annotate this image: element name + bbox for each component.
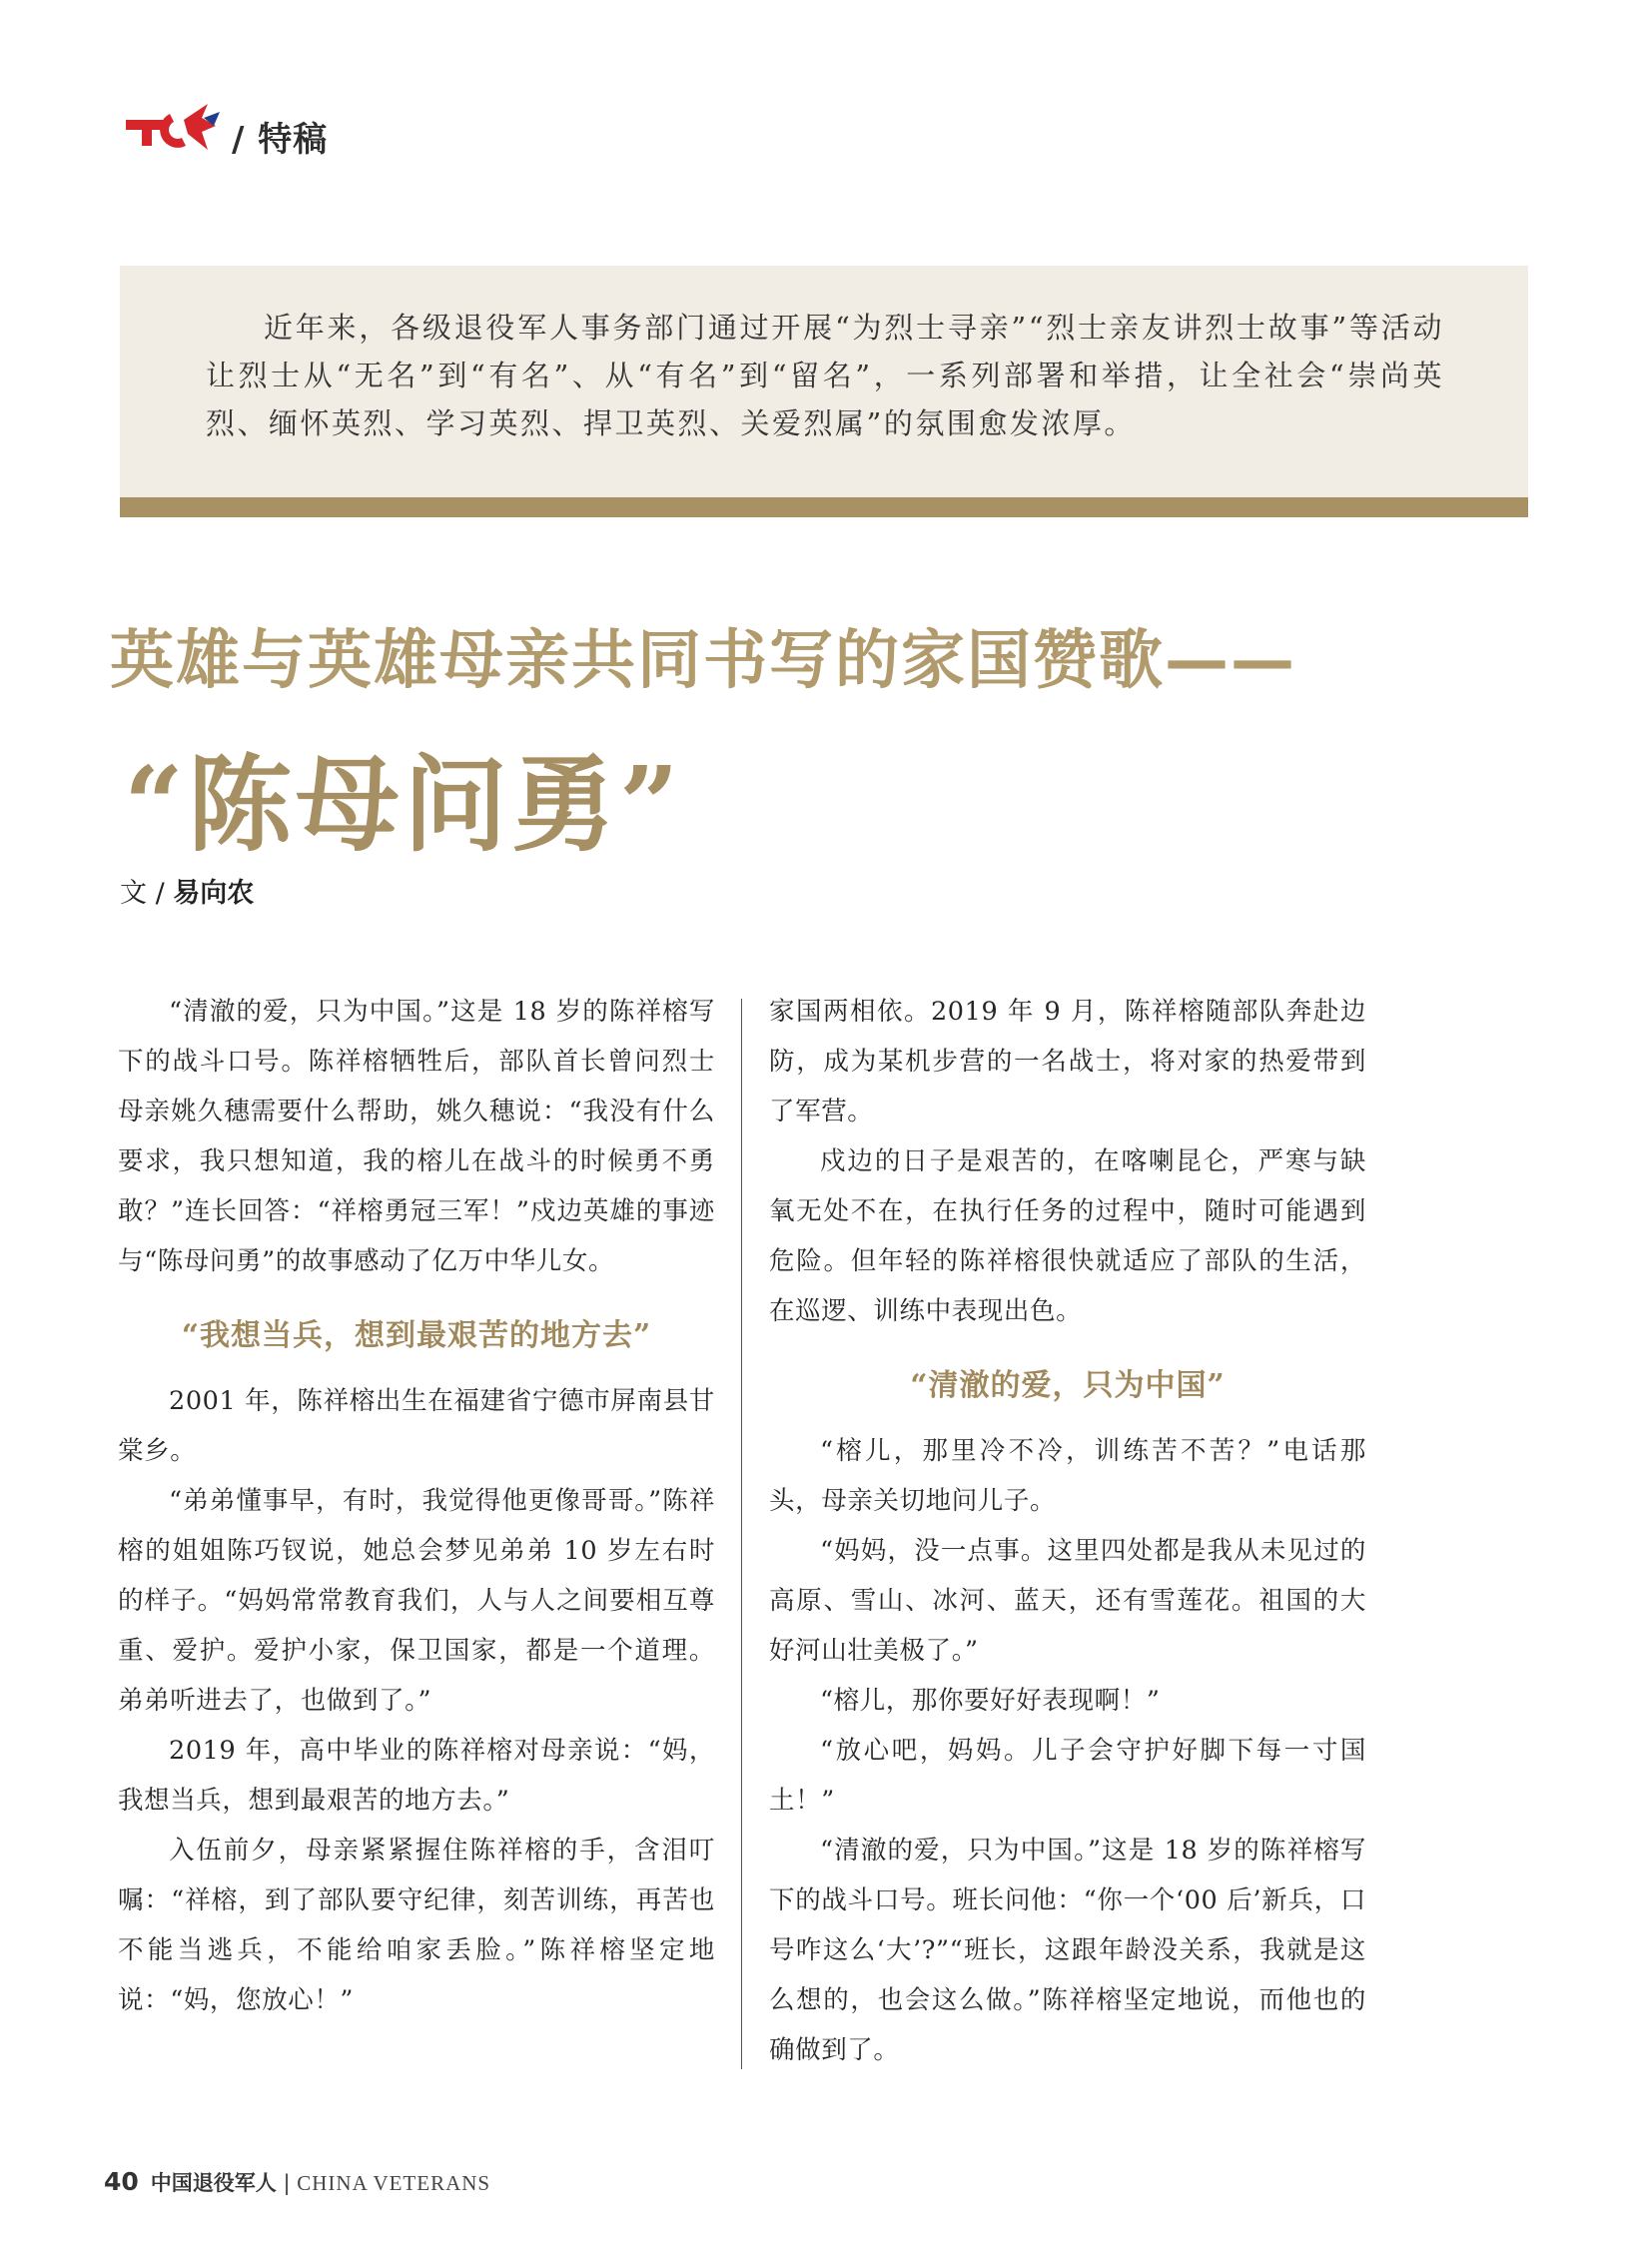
intro-box — [120, 266, 1528, 497]
section-heading: “我想当兵，想到最艰苦的地方去” — [181, 1318, 652, 1353]
left-column — [118, 987, 715, 2025]
section-heading: “清澈的爱，只为中国” — [910, 1368, 1226, 1403]
author-name: 易向农 — [173, 878, 255, 909]
paragraph: “放心吧，妈妈。儿子会守护好脚下每一寸国土！” — [769, 1736, 1366, 1816]
article-title: 英雄与英雄母亲共同书写的家国赞歌—— — [110, 624, 1296, 698]
paragraph: 入伍前夕，母亲紧紧握住陈祥榕的手，含泪叮嘱：“祥榕，到了部队要守纪律，刻苦训练，再苦也不能当逃兵，不能给咱家丢脸。”陈祥榕坚定地说：“妈，您放心！” — [118, 1836, 715, 2015]
byline — [120, 871, 254, 910]
paragraph: “妈妈，没一点事。这里四处都是我从未见过的高原、雪山、冰河、蓝天，还有雪莲花。祖国的大好河山壮美极了。” — [769, 1536, 1366, 1666]
right-column — [769, 987, 1366, 2075]
page-number: 40 — [104, 2167, 139, 2196]
paragraph: “榕儿，那你要好好表现啊！” — [820, 1686, 1161, 1716]
intro-divider-bar — [120, 497, 1528, 517]
page-footer — [104, 2167, 490, 2197]
intro-text: 近年来，各级退役军人事务部门通过开展“为烈士寻亲”“烈士亲友讲烈士故事”等活动让烈士从“无名”到“有名”、从“有名”到“留名”，一系列部署和举措，让全社会“崇尚英烈、缅怀英烈、学习英烈、捍卫英烈、关爱烈属”的氛围愈发浓厚。 — [206, 311, 1444, 440]
paragraph: 2019 年，高中毕业的陈祥榕对母亲说：“妈，我想当兵，想到最艰苦的地方去。” — [118, 1736, 715, 1816]
paragraph: “榕儿，那里冷不冷，训练苦不苦？”电话那头，母亲关切地问儿子。 — [769, 1436, 1366, 1516]
magazine-name-en: CHINA VETERANS — [297, 2171, 491, 2195]
paragraph: “清澈的爱，只为中国。”这是 18 岁的陈祥榕写下的战斗口号。班长问他：“你一个‘00 后’新兵，口号咋这么‘大’?”“班长，这跟年龄没关系，我就是这么想的，也会这么做。”陈祥榕坚定地说，而他也的确做到了。 — [769, 1836, 1366, 2065]
section-label: / 特稿 — [232, 120, 329, 160]
paragraph: 2001 年，陈祥榕出生在福建省宁德市屏南县甘棠乡。 — [118, 1386, 715, 1466]
byline-prefix: 文 / — [120, 878, 174, 909]
paragraph: 戍边的日子是艰苦的，在喀喇昆仑，严寒与缺氧无处不在，在执行任务的过程中，随时可能遇到危险。但年轻的陈祥榕很快就适应了部队的生活，在巡逻、训练中表现出色。 — [769, 1146, 1366, 1326]
paragraph: “清澈的爱，只为中国。”这是 18 岁的陈祥榕写下的战斗口号。陈祥榕牺牲后，部队首长曾问烈士母亲姚久穗需要什么帮助，姚久穗说：“我没有什么要求，我只想知道，我的榕儿在战斗的时候勇不勇敢？”连长回答：“祥榕勇冠三军！”戍边英雄的事迹与“陈母问勇”的故事感动了亿万中华儿女。 — [118, 997, 715, 1276]
column-divider — [741, 999, 742, 2069]
footer-separator: | — [276, 2171, 298, 2195]
magazine-name: 中国退役军人 — [150, 2171, 277, 2195]
paragraph: “弟弟懂事早，有时，我觉得他更像哥哥。”陈祥榕的姐姐陈巧钗说，她总会梦见弟弟 10 岁左右时的样子。“妈妈常常教育我们，人与人之间要相互尊重、爱护。爱护小家，保卫国家，都是一个道理。弟弟听进去了，也做到了。” — [118, 1486, 715, 1716]
magazine-logo-icon — [124, 100, 224, 158]
paragraph-continued: 家国两相依。2019 年 9 月，陈祥榕随部队奔赴边防，成为某机步营的一名战士，将对家的热爱带到了军营。 — [769, 997, 1366, 1126]
article-subtitle: “陈母问勇” — [124, 743, 683, 866]
